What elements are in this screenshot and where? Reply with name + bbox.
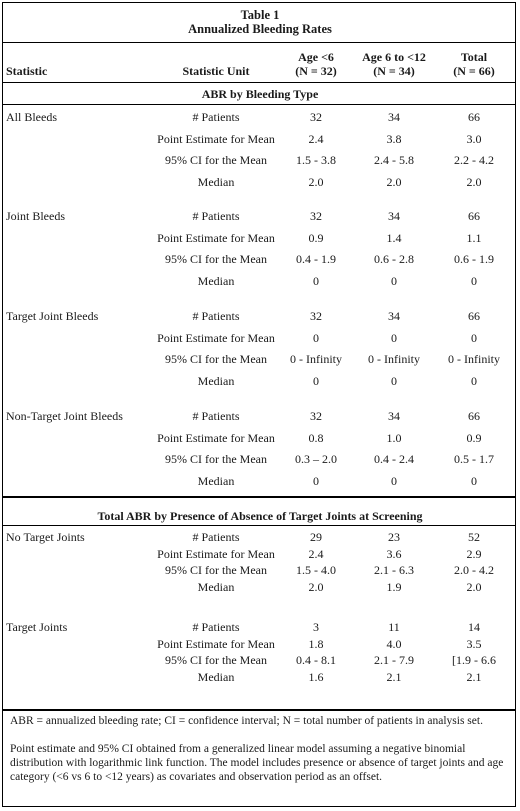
statistic-unit-cell: # Patients [192,110,240,124]
age-6to12-cell: 0 [391,330,397,345]
table-title: Table 1 [240,8,280,22]
header-total-n: (N = 66) [453,64,495,78]
total-cell: 2.0 [466,174,482,189]
age-under6-cell: 0.4 - 1.9 [296,252,336,266]
statistic-unit-cell: # Patients [192,409,240,423]
header-total: Total [460,50,488,64]
statistic-unit-cell: Median [197,373,235,388]
age-6to12-cell: 4.0 [386,636,402,651]
age-under6-cell: 1.5 - 4.0 [296,563,336,577]
age-6to12-cell: 2.1 [386,669,402,684]
age-6to12-cell: 34 [388,110,400,124]
statistic-unit-cell: Median [197,174,235,189]
statistic-unit-cell: Point Estimate for Mean [157,636,275,651]
statistic-unit-cell: 95% CI for the Mean [165,352,267,366]
statistic-unit-cell: Median [197,579,235,594]
header-age-under6-n: (N = 32) [295,64,337,78]
total-cell: 66 [468,309,480,323]
statistic-unit-cell: 95% CI for the Mean [165,563,267,577]
age-under6-cell: 2.4 [308,546,324,561]
age-6to12-cell: 3.6 [386,546,402,561]
statistic-unit-cell: Point Estimate for Mean [157,546,275,561]
age-6to12-cell: 0 [391,273,397,288]
age-under6-cell: 0 [313,473,319,488]
total-cell: 2.0 - 4.2 [454,563,494,577]
header-age-6to12: Age 6 to <12 [362,50,426,64]
total-cell: 3.0 [466,131,482,146]
total-cell: 0 - Infinity [448,352,500,366]
total-cell: 2.0 [466,579,482,594]
total-cell: 66 [468,209,480,223]
header-age-under6: Age <6 [298,50,334,64]
group-label: Non-Target Joint Bleeds [6,409,123,423]
section2-top-rule [2,496,516,498]
statistic-unit-cell: # Patients [192,620,240,634]
total-cell: 14 [468,620,480,634]
header-statistic: Statistic [6,64,48,78]
age-under6-cell: 0 [313,373,319,388]
footnote-abbreviations: ABR = annualized bleeding rate; CI = confidence interval; N = total number of patients in analysis set. [10,715,483,727]
age-under6-cell: 32 [310,309,322,323]
group-label: Target Joint Bleeds [6,309,99,323]
statistic-unit-cell: # Patients [192,309,240,323]
total-cell: 0.5 - 1.7 [454,452,494,466]
age-6to12-cell: 34 [388,309,400,323]
total-cell: 66 [468,409,480,423]
total-cell: 66 [468,110,480,124]
age-under6-cell: 32 [310,409,322,423]
age-under6-cell: 32 [310,209,322,223]
total-cell: 3.5 [466,636,482,651]
age-under6-cell: 0.4 - 8.1 [296,653,336,667]
age-6to12-cell: 1.0 [386,430,402,445]
total-cell: [1.9 - 6.6 [452,653,496,667]
age-under6-cell: 0 [313,330,319,345]
age-6to12-cell: 0 [391,373,397,388]
age-under6-cell: 1.5 - 3.8 [296,153,336,167]
age-6to12-cell: 3.8 [386,131,402,146]
section-title-bleeding-type: ABR by Bleeding Type [201,87,319,101]
footnote-rule [2,709,516,711]
age-under6-cell: 2.0 [308,174,324,189]
statistic-unit-cell: Median [197,669,235,684]
statistic-unit-cell: Point Estimate for Mean [157,330,275,345]
total-cell: 0 [471,473,477,488]
group-label: Target Joints [6,620,68,634]
age-6to12-cell: 0.6 - 2.8 [374,252,414,266]
age-6to12-cell: 0 [391,473,397,488]
statistic-unit-cell: # Patients [192,209,240,223]
age-6to12-cell: 11 [388,620,400,634]
total-cell: 0 [471,273,477,288]
total-cell: 0.6 - 1.9 [454,252,494,266]
age-under6-cell: 2.0 [308,579,324,594]
age-under6-cell: 0.8 [308,430,324,445]
group-label: Joint Bleeds [6,209,65,223]
table-subtitle: Annualized Bleeding Rates [188,22,332,36]
age-under6-cell: 0.9 [308,230,324,245]
total-cell: 0 [471,330,477,345]
statistic-unit-cell: # Patients [192,530,240,544]
section-title-target-joints: Total ABR by Presence of Absence of Target Joints at Screening [97,509,423,523]
age-6to12-cell: 34 [388,209,400,223]
statistic-unit-cell: Point Estimate for Mean [157,230,275,245]
age-6to12-cell: 1.9 [386,579,402,594]
age-6to12-cell: 2.1 - 7.9 [374,653,414,667]
age-6to12-cell: 34 [388,409,400,423]
age-under6-cell: 3 [313,620,319,634]
age-under6-cell: 1.8 [308,636,324,651]
total-cell: 1.1 [466,230,482,245]
header-top-rule [2,42,516,43]
age-under6-cell: 29 [310,530,322,544]
group-label: All Bleeds [6,110,57,124]
age-6to12-cell: 1.4 [386,230,402,245]
total-cell: 52 [468,530,480,544]
statistic-unit-cell: 95% CI for the Mean [165,452,267,466]
statistic-unit-cell: Point Estimate for Mean [157,131,275,146]
statistic-unit-cell: Median [197,273,235,288]
age-6to12-cell: 2.0 [386,174,402,189]
header-bottom-rule [2,82,516,83]
header-age-6to12-n: (N = 34) [373,64,415,78]
total-cell: 2.2 - 4.2 [454,153,494,167]
statistic-unit-cell: Point Estimate for Mean [157,430,275,445]
age-under6-cell: 0 [313,273,319,288]
total-cell: 0 [471,373,477,388]
age-6to12-cell: 0 - Infinity [368,352,420,366]
statistic-unit-cell: 95% CI for the Mean [165,153,267,167]
age-under6-cell: 2.4 [308,131,324,146]
statistic-unit-cell: 95% CI for the Mean [165,252,267,266]
age-6to12-cell: 0.4 - 2.4 [374,452,414,466]
total-cell: 2.9 [466,546,482,561]
age-under6-cell: 0.3 – 2.0 [295,452,337,466]
age-6to12-cell: 23 [388,530,400,544]
age-6to12-cell: 2.1 - 6.3 [374,563,414,577]
total-cell: 2.1 [466,669,482,684]
section1-rule [2,104,516,105]
statistic-unit-cell: Median [197,473,235,488]
group-label: No Target Joints [6,530,85,544]
age-under6-cell: 1.6 [308,669,324,684]
total-cell: 0.9 [466,430,482,445]
age-6to12-cell: 2.4 - 5.8 [374,153,414,167]
section2-rule [2,525,516,526]
age-under6-cell: 0 - Infinity [290,352,342,366]
header-statistic-unit: Statistic Unit [182,64,250,78]
age-under6-cell: 32 [310,110,322,124]
footnote-model: Point estimate and 95% CI obtained from a generalized linear model assuming a negative binomial distribution with logarithmic link function. The model includes presence or absence of target joints and age category (<6 vs 6 to <12 years) as covariates and observation period as an offset. [10,743,504,783]
statistic-unit-cell: 95% CI for the Mean [165,653,267,667]
